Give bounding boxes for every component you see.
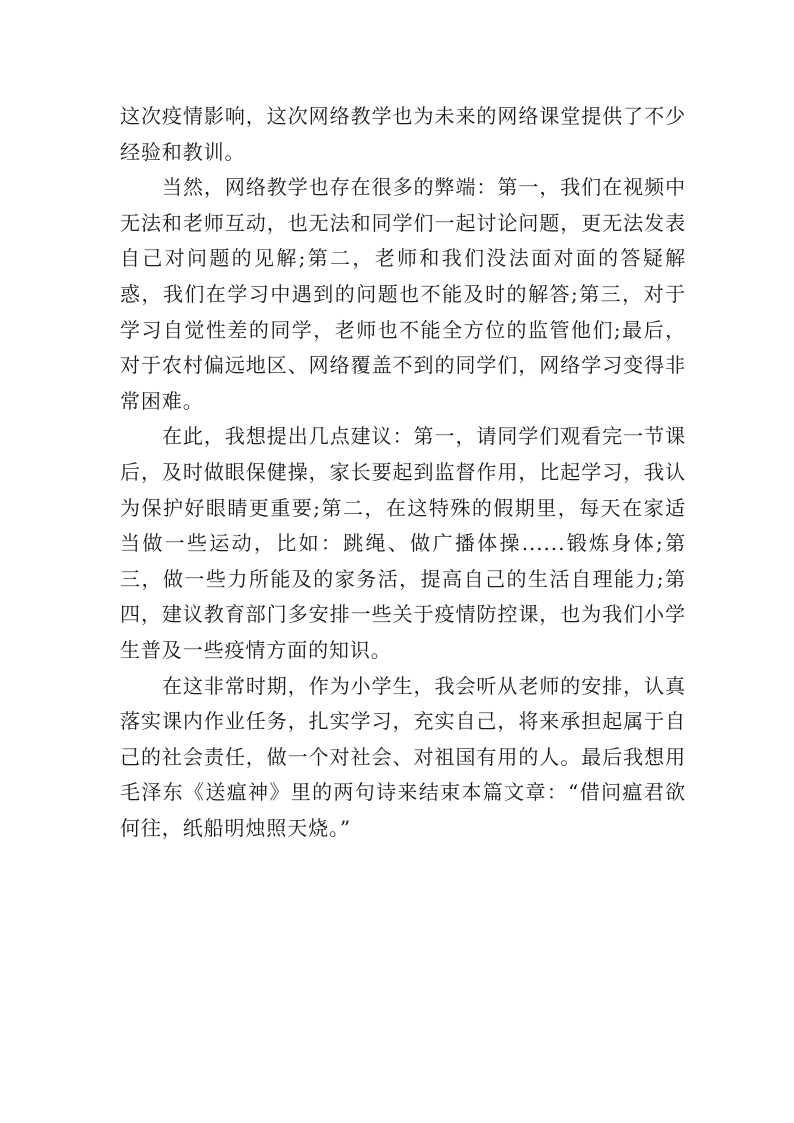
paragraph-2: 当然，网络教学也存在很多的弊端：第一，我们在视频中无法和老师互动，也无法和同学们一起讨论问题，更无法发表自己对问题的见解;第二，老师和我们没法面对面的答疑解惑，我们在学习中遇到的问题也不能及时的解答;第三，对于学习自觉性差的同学，老师也不能全方位的监管他们;最后，对于农村偏远地区、网络覆盖不到的同学们，网络学习变得非常困难。 — [120, 175, 686, 413]
paragraph-1: 这次疫情影响，这次网络教学也为未来的网络课堂提供了不少经验和教训。 — [120, 104, 686, 164]
document-body — [120, 99, 686, 846]
paragraph-4: 在这非常时期，作为小学生，我会听从老师的安排，认真落实课内作业任务，扎实学习，充实自己，将来承担起属于自己的社会责任，做一个对社会、对祖国有用的人。最后我想用毛泽东《送瘟神》里的两句诗来结束本篇文章：“借问瘟君欲何往，纸船明烛照天烧。” — [120, 673, 686, 840]
paragraph-3: 在此，我想提出几点建议：第一，请同学们观看完一节课后，及时做眼保健操，家长要起到监督作用，比起学习，我认为保护好眼睛更重要;第二，在这特殊的假期里，每天在家适当做一些运动，比如：跳绳、做广播体操......锻炼身体;第三，做一些力所能及的家务活，提高自己的生活自理能力;第四，建议教育部门多安排一些关于疫情防控课，也为我们小学生普及一些疫情方面的知识。 — [120, 424, 686, 662]
